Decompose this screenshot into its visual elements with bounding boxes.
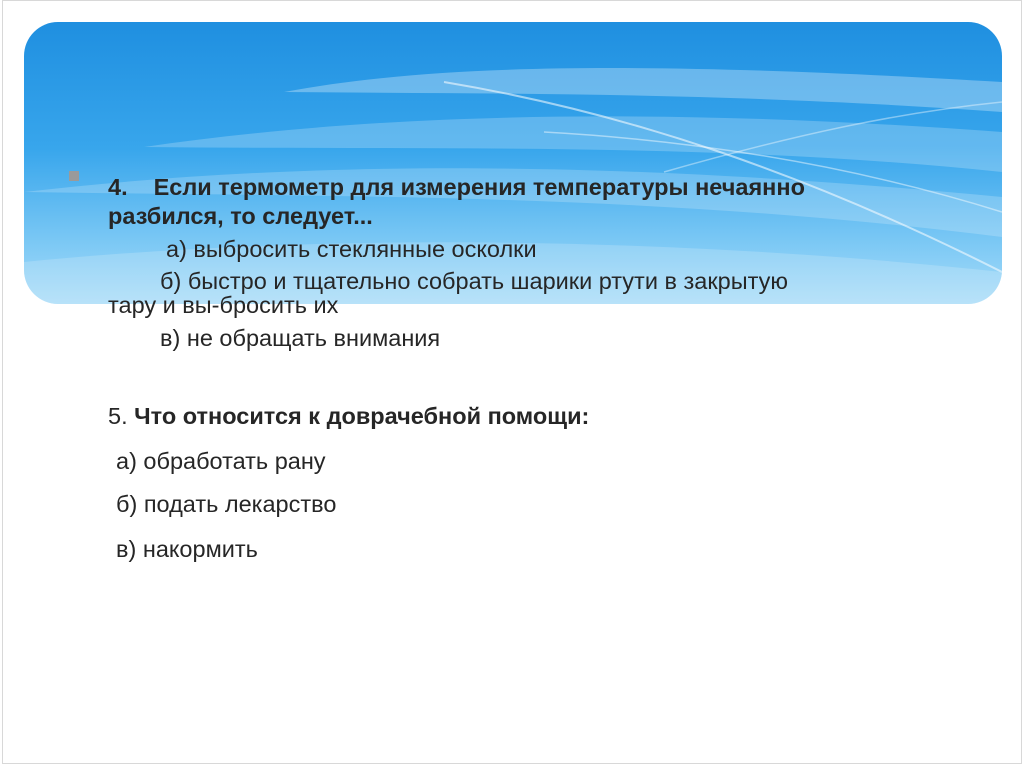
question-4-number: 4.	[108, 174, 128, 200]
question-5-option-a: а) обработать рану	[116, 448, 326, 474]
bullet-square-icon	[69, 171, 79, 181]
question-5-title-line	[108, 402, 589, 430]
question-4-title-line-2: разбился, то следует...	[108, 203, 373, 229]
question-5-option-b: б) подать лекарство	[116, 491, 337, 517]
question-4-option-a: а) выбросить стеклянные осколки	[166, 236, 537, 262]
question-4-title-text: Если термометр для измерения температуры нечаянно	[153, 174, 805, 200]
question-4-option-b-line-1: б) быстро и тщательно собрать шарики ртути в закрытую	[160, 268, 788, 294]
question-4-option-c: в) не обращать внимания	[160, 325, 441, 351]
question-5-number: 5.	[108, 403, 128, 429]
question-5-option-c: в) накормить	[116, 536, 258, 562]
question-4-option-b-line-2: тару и вы-бросить их	[108, 292, 339, 318]
question-4-title-line-1	[108, 173, 805, 201]
question-5-title: Что относится к доврачебной помощи:	[134, 403, 590, 429]
